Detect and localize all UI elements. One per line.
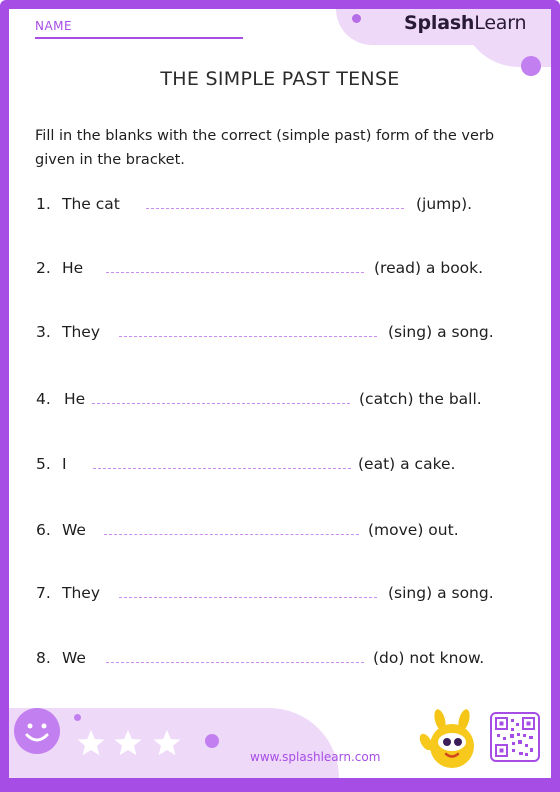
page-bottom-border	[0, 778, 560, 792]
star-icon	[152, 728, 182, 758]
logo-bold-text: Splash	[404, 12, 475, 34]
star-icon	[76, 728, 106, 758]
splashlearn-logo	[404, 12, 526, 34]
question-number: 6.	[36, 521, 51, 539]
decorative-dot	[205, 734, 219, 748]
website-link[interactable]: www.splashlearn.com	[250, 750, 381, 764]
question-number: 8.	[36, 649, 51, 667]
question-suffix: (do) not know.	[373, 649, 485, 667]
question-suffix: (sing) a song.	[388, 323, 494, 341]
instructions: Fill in the blanks with the correct (simple past) form of the verb given in the bracket.	[35, 128, 495, 168]
answer-blank[interactable]	[146, 208, 404, 209]
answer-blank[interactable]	[106, 272, 364, 273]
question-number: 2.	[36, 259, 51, 277]
smiley-icon	[14, 708, 60, 754]
question-prefix: They	[62, 323, 101, 341]
question-prefix: He	[62, 259, 84, 277]
star-icon	[113, 728, 143, 758]
question-prefix: We	[62, 649, 86, 667]
answer-blank[interactable]	[93, 468, 351, 469]
decorative-dot	[74, 714, 81, 721]
question-suffix: (read) a book.	[374, 259, 484, 277]
name-label: NAME	[35, 19, 73, 33]
question-suffix: (eat) a cake.	[358, 455, 456, 473]
decorative-dot	[352, 14, 361, 23]
question-suffix: (move) out.	[368, 521, 459, 539]
answer-blank[interactable]	[92, 403, 350, 404]
logo-light-text: Learn	[474, 12, 527, 34]
page-title: THE SIMPLE PAST TENSE	[160, 68, 400, 90]
answer-blank[interactable]	[106, 662, 364, 663]
name-field-line[interactable]	[35, 37, 243, 39]
mascot-icon	[418, 708, 488, 772]
question-number: 3.	[36, 323, 51, 341]
question-prefix: I	[62, 455, 67, 473]
qr-code-icon	[490, 712, 540, 762]
question-number: 5.	[36, 455, 51, 473]
question-prefix: They	[62, 584, 101, 602]
answer-blank[interactable]	[119, 336, 377, 337]
question-prefix: We	[62, 521, 86, 539]
question-suffix: (catch) the ball.	[359, 390, 482, 408]
question-number: 4.	[36, 390, 51, 408]
question-number: 1.	[36, 195, 51, 213]
question-number: 7.	[36, 584, 51, 602]
answer-blank[interactable]	[119, 597, 377, 598]
question-suffix: (jump).	[416, 195, 473, 213]
question-prefix: The cat	[62, 195, 120, 213]
answer-blank[interactable]	[104, 534, 359, 535]
question-prefix: He	[64, 390, 86, 408]
question-suffix: (sing) a song.	[388, 584, 494, 602]
